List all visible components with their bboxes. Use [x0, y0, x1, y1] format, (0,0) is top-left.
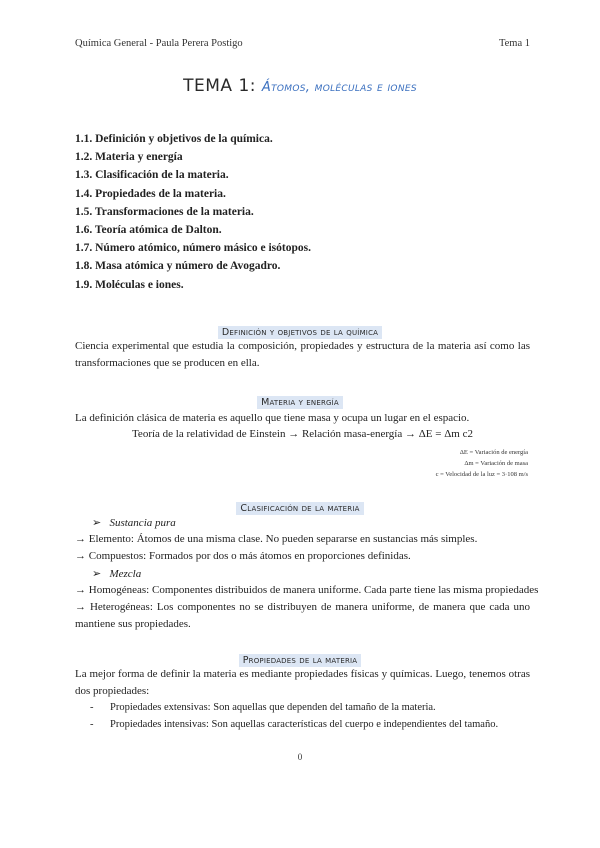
section-heading-text: Propiedades de la materia	[239, 654, 362, 667]
header-topic: Tema 1	[498, 38, 530, 49]
toc-item: 1.8. Masa atómica y número de Avogadro.	[75, 260, 281, 273]
toc-item: 1.1. Definición y objetivos de la química.	[75, 133, 273, 145]
section-heading-text: Materia y energía	[257, 396, 343, 409]
list-item	[90, 702, 436, 713]
propiedades-text: La mejor forma de definir la materia es mediante propiedades físicas y químicas. Luego, tenemos otras dos propiedades:	[75, 668, 530, 697]
formula-note: c = Velocidad de la luz = 3·108 m/s	[435, 471, 528, 478]
list-item-text: Propiedades intensivas: Son aquellas características del cuerpo e independientes del tamaño.	[110, 719, 499, 730]
toc-item: 1.3. Clasificación de la materia.	[75, 169, 229, 182]
dash-bullet: -	[90, 719, 94, 730]
toc-item: 1.7. Número atómico, número másico e isótopos.	[75, 242, 311, 255]
list-item-text: Propiedades extensivas: Son aquellas que dependen del tamaño de la materia.	[110, 702, 436, 713]
toc-item: 1.2. Materia y energía	[75, 151, 183, 164]
list-item	[90, 719, 498, 730]
homogeneas-line: → Homogéneas: Componentes distribuidos de manera uniforme. Cada parte tiene las misma propiedades	[75, 584, 539, 596]
arrow-bullet-icon: ➢	[92, 517, 102, 529]
bullet-label: Mezcla	[109, 568, 142, 580]
header-author: Química General - Paula Perera Postigo	[75, 38, 243, 49]
table-of-contents	[75, 130, 311, 294]
section-heading-text: Clasificación de la materia	[236, 502, 363, 515]
title-main: TEMA 1:	[183, 76, 262, 96]
page-number: 0	[297, 752, 303, 762]
title-subtitle: Átomos, moléculas e iones	[261, 80, 417, 95]
toc-item: 1.4. Propiedades de la materia.	[75, 187, 226, 200]
dash-bullet: -	[90, 702, 94, 713]
formula-note: ΔE = Variación de energía	[459, 449, 528, 456]
toc-item: 1.5. Transformaciones de la materia.	[75, 205, 254, 218]
arrow-bullet-icon: ➢	[92, 568, 102, 580]
bullet-label: Sustancia pura	[109, 517, 176, 529]
formula-note: Δm = Variación de masa	[464, 460, 528, 467]
definicion-text: Ciencia experimental que estudia la composición, propiedades y estructura de la materia así como las transformaciones que se producen en ella.	[75, 340, 530, 369]
compuestos-line: → Compuestos: Formados por dos o más átomos en proporciones definidas.	[75, 550, 411, 562]
section-heading-materia	[0, 392, 600, 410]
bullet-mezcla	[92, 567, 141, 580]
elemento-line: → Elemento: Átomos de una misma clase. No pueden separarse en sustancias más simples.	[75, 533, 478, 545]
toc-item: 1.9. Moléculas e iones.	[75, 278, 184, 291]
page-title	[0, 76, 600, 96]
toc-item: 1.6. Teoría atómica de Dalton.	[75, 224, 222, 237]
einstein-formula: Teoría de la relatividad de Einstein → Relación masa-energía → ΔE = Δm c2	[131, 428, 473, 440]
bullet-sustancia-pura	[92, 516, 176, 529]
section-heading-clasificacion	[0, 498, 600, 516]
heterogeneas-line: → Heterogéneas: Los componentes no se distribuyen de manera uniforme, de manera que cada uno mantiene sus propiedades.	[75, 601, 530, 630]
materia-text: La definición clásica de materia es aquello que tiene masa y ocupa un lugar en el espacio.	[75, 412, 470, 424]
section-heading-text: Definición y objetivos de la química	[218, 326, 382, 339]
